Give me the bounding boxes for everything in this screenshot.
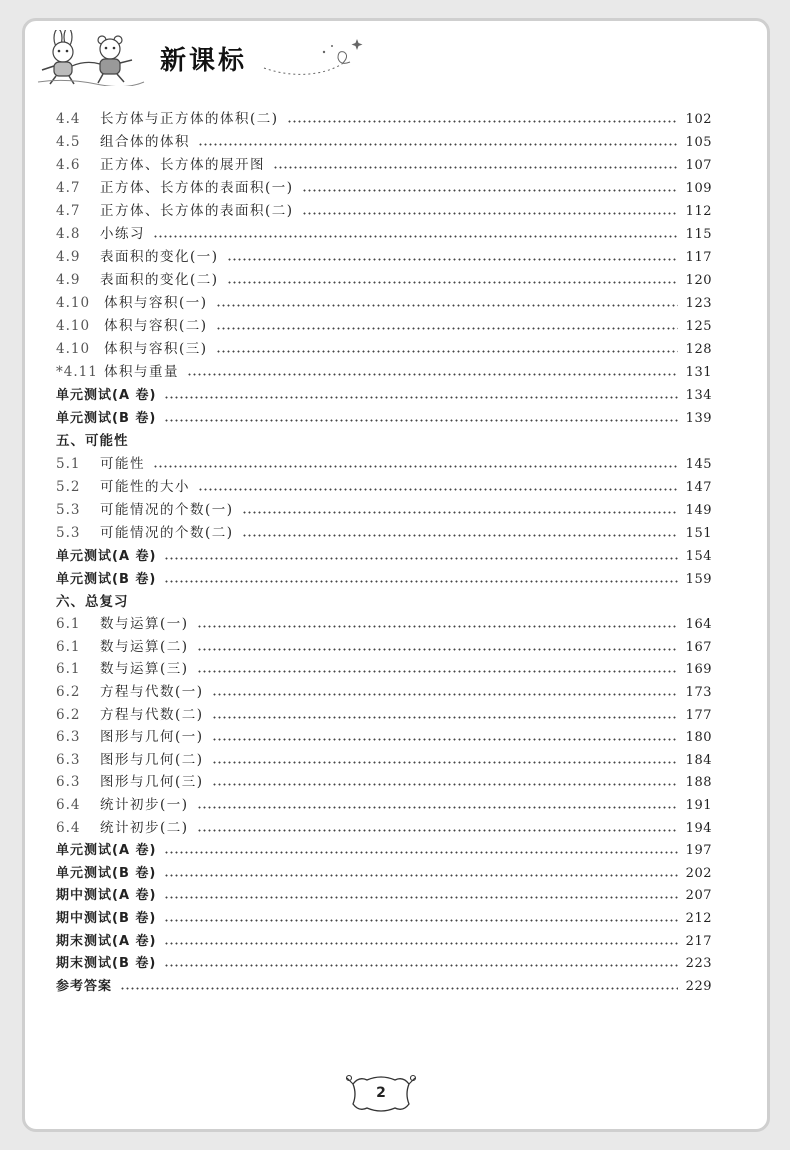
- dot-leader: [197, 806, 678, 809]
- toc-entry: [56, 858, 712, 881]
- toc-entry-page: 109: [685, 181, 712, 196]
- toc-entry-page: 145: [685, 457, 712, 472]
- toc-entry-page: 134: [685, 388, 712, 403]
- toc-entry-page: 120: [685, 273, 712, 288]
- toc-entry-title: 数与运算(三): [100, 661, 189, 678]
- toc-entry-number: 4.6: [56, 157, 81, 173]
- toc-entry: [56, 357, 712, 380]
- dot-leader: [273, 166, 678, 169]
- toc-entry-number: 4.9: [56, 272, 81, 288]
- toc-entry: [56, 813, 712, 836]
- toc-entry-page: 154: [685, 549, 712, 564]
- toc-entry-number: 4.9: [56, 249, 81, 265]
- toc-entry: [56, 881, 712, 904]
- toc-entry-page: 202: [685, 865, 712, 881]
- toc-entry-title: 期末测试(B 卷): [56, 956, 157, 972]
- toc-entry: [56, 768, 712, 791]
- dot-leader: [198, 143, 678, 146]
- toc-entry-page: 102: [685, 112, 712, 127]
- toc-entry: [56, 380, 712, 403]
- toc-section-heading: [56, 426, 712, 449]
- dot-leader: [120, 987, 678, 990]
- toc-entry: [56, 403, 712, 426]
- dot-leader: [164, 396, 677, 399]
- dot-leader: [164, 896, 677, 899]
- toc-entry: [56, 104, 712, 127]
- dot-leader: [302, 189, 678, 192]
- toc-entry-page: 112: [685, 204, 712, 219]
- toc-entry-title: 图形与几何(一): [100, 729, 204, 746]
- toc-entry-page: 167: [685, 639, 712, 655]
- toc-entry-title: 体积与容积(一): [104, 295, 208, 311]
- toc-entry-page: 115: [685, 227, 712, 242]
- toc-entry: [56, 745, 712, 768]
- toc-entry-number: 6.4: [56, 796, 81, 813]
- toc-entry-page: 188: [685, 775, 712, 791]
- toc-entry: [56, 449, 712, 472]
- toc-entry-title: 期末测试(A 卷): [56, 933, 157, 949]
- toc-entry: [56, 472, 712, 495]
- dot-leader: [216, 350, 678, 353]
- toc-entry-number: 6.2: [56, 683, 81, 700]
- toc-entry: [56, 518, 712, 541]
- toc-entry: [56, 790, 712, 813]
- toc-entry-page: 169: [685, 662, 712, 678]
- toc-entry-number: 6.3: [56, 751, 81, 768]
- toc-entry-page: 149: [685, 503, 712, 518]
- dot-leader: [153, 465, 678, 468]
- toc-entry-title: 期中测试(B 卷): [56, 910, 157, 926]
- toc-entry-title: 参考答案: [56, 978, 113, 994]
- toc-entry-page: 180: [685, 730, 712, 746]
- toc-entry-title: 正方体、长方体的展开图: [100, 157, 265, 173]
- toc-entry-title: 可能性: [100, 456, 145, 472]
- toc-entry: [56, 288, 712, 311]
- toc-entry-title: 单元测试(A 卷): [56, 388, 157, 403]
- toc-entry-title: 可能性的大小: [100, 479, 190, 495]
- toc-entry-title: 单元测试(A 卷): [56, 843, 157, 859]
- dot-leader: [197, 829, 678, 832]
- page-header: [22, 22, 770, 92]
- section-title: 六、总复习: [56, 593, 129, 610]
- toc-entry-page: 105: [685, 135, 712, 150]
- toc-entry-number: 4.10: [56, 318, 91, 334]
- toc-entry-title: 组合体的体积: [100, 134, 190, 150]
- toc-entry: [56, 265, 712, 288]
- dot-leader: [164, 419, 677, 422]
- toc-entry-title: 统计初步(一): [100, 796, 189, 813]
- toc-entry-title: 数与运算(二): [100, 638, 189, 655]
- dot-leader: [187, 373, 678, 376]
- dot-leader: [164, 874, 677, 877]
- dot-leader: [197, 625, 678, 628]
- toc-entry-page: 139: [685, 411, 712, 426]
- dot-leader: [164, 557, 677, 560]
- toc-entry-number: 5.1: [56, 456, 81, 472]
- toc-entry-number: 6.2: [56, 706, 81, 723]
- toc-entry-title: 统计初步(二): [100, 819, 189, 836]
- toc-entry-page: 194: [685, 820, 712, 836]
- toc-entry-number: 5.3: [56, 525, 81, 541]
- toc-entry-page: 217: [685, 933, 712, 949]
- section-title: 五、可能性: [56, 433, 129, 449]
- dot-leader: [227, 258, 678, 261]
- toc-entry: [56, 677, 712, 700]
- page-number: 2: [376, 1085, 386, 1101]
- toc-entry-page: 128: [685, 342, 712, 357]
- dot-leader: [212, 761, 678, 764]
- toc-entry-page: 147: [685, 480, 712, 495]
- dot-leader: [212, 693, 678, 696]
- toc-entry: [56, 311, 712, 334]
- toc-entry-title: 期中测试(A 卷): [56, 888, 157, 904]
- dot-leader: [198, 488, 678, 491]
- toc-entry: [56, 495, 712, 518]
- toc-entry-title: 表面积的变化(一): [100, 249, 219, 265]
- rabbit-bear-mascot-icon: [36, 30, 146, 86]
- toc-entry: [56, 655, 712, 678]
- dot-leader: [164, 964, 677, 967]
- toc-entry-page: 125: [685, 319, 712, 334]
- toc-entry-title: 单元测试(B 卷): [56, 572, 157, 587]
- toc-entry: [56, 196, 712, 219]
- header-title: 新课标: [160, 46, 248, 76]
- toc-entry-title: 方程与代数(一): [100, 683, 204, 700]
- dot-leader: [216, 327, 678, 330]
- toc-entry-number: 4.7: [56, 180, 81, 196]
- dotted-swirl-icon: [262, 34, 372, 84]
- toc-entry-title: 体积与重量: [104, 364, 179, 380]
- toc-entry-page: 212: [685, 910, 712, 926]
- toc-entry-page: 184: [685, 752, 712, 768]
- toc-entry-title: 小练习: [100, 226, 145, 242]
- dot-leader: [164, 851, 677, 854]
- toc-entry: [56, 610, 712, 633]
- toc-entry: [56, 219, 712, 242]
- dot-leader: [242, 511, 678, 514]
- toc-entry-number: 6.3: [56, 729, 81, 746]
- toc-entry: [56, 334, 712, 357]
- toc-entry-number: 5.3: [56, 502, 81, 518]
- toc-entry-title: 可能情况的个数(一): [100, 502, 234, 518]
- toc-entry-title: 体积与容积(三): [104, 341, 208, 357]
- toc-entry-page: 223: [685, 956, 712, 972]
- toc-entry: [56, 949, 712, 972]
- toc-entry: [56, 700, 712, 723]
- dot-leader: [164, 919, 677, 922]
- toc-entry-page: 229: [685, 978, 712, 994]
- toc-entry-number: 6.4: [56, 819, 81, 836]
- toc-entry-page: 207: [685, 888, 712, 904]
- toc-entry-title: 体积与容积(二): [104, 318, 208, 334]
- dot-leader: [197, 648, 678, 651]
- toc-entry-page: 177: [685, 707, 712, 723]
- toc-entry: [56, 541, 712, 564]
- toc-entry-number: 6.1: [56, 616, 81, 633]
- toc-entry: [56, 723, 712, 746]
- toc-entry-page: 197: [685, 843, 712, 859]
- toc-entry: [56, 632, 712, 655]
- toc-entry-page: 173: [685, 684, 712, 700]
- dot-leader: [216, 304, 678, 307]
- toc-entry-number: 4.4: [56, 111, 81, 127]
- toc-entry: [56, 173, 712, 196]
- toc-entry-title: 数与运算(一): [100, 616, 189, 633]
- dot-leader: [302, 212, 678, 215]
- toc-entry-number: 4.8: [56, 226, 81, 242]
- toc-entry-title: 单元测试(A 卷): [56, 549, 157, 564]
- toc-entry: [56, 242, 712, 265]
- toc-entry-page: 131: [685, 365, 712, 380]
- toc-entry-title: 表面积的变化(二): [100, 272, 219, 288]
- toc-entry-title: 方程与代数(二): [100, 706, 204, 723]
- toc-entry: [56, 127, 712, 150]
- dot-leader: [212, 783, 678, 786]
- toc-entry-page: 151: [685, 526, 712, 541]
- toc-entry-page: 107: [685, 158, 712, 173]
- dot-leader: [242, 534, 678, 537]
- toc-entry-page: 191: [685, 797, 712, 813]
- toc-entry-number: 6.1: [56, 638, 81, 655]
- toc-entry-number: 6.3: [56, 774, 81, 791]
- toc-entry: [56, 836, 712, 859]
- toc-entry-title: 长方体与正方体的体积(二): [100, 111, 279, 127]
- toc-entry-number: 5.2: [56, 479, 81, 495]
- toc-entry-title: 单元测试(B 卷): [56, 411, 157, 426]
- toc-entry-title: 图形与几何(三): [100, 774, 204, 791]
- toc-entry-title: 图形与几何(二): [100, 751, 204, 768]
- toc-entry-title: 单元测试(B 卷): [56, 865, 157, 881]
- toc-entry-number: *4.11: [56, 364, 98, 380]
- toc-entry-number: 4.7: [56, 203, 81, 219]
- toc-entry-page: 159: [685, 572, 712, 587]
- toc-entry-number: 4.5: [56, 134, 81, 150]
- toc-entry-page: 117: [685, 250, 712, 265]
- toc-entry-title: 可能情况的个数(二): [100, 525, 234, 541]
- toc-entry-title: 正方体、长方体的表面积(一): [100, 180, 294, 196]
- toc-section-heading: [56, 587, 712, 610]
- page-footer: [343, 1072, 419, 1116]
- toc-entry-title: 正方体、长方体的表面积(二): [100, 203, 294, 219]
- toc-entry-page: 123: [685, 296, 712, 311]
- toc-entry-number: 4.10: [56, 295, 91, 311]
- dot-leader: [153, 235, 678, 238]
- toc-entry-page: 164: [685, 617, 712, 633]
- dot-leader: [287, 120, 678, 123]
- dot-leader: [164, 580, 677, 583]
- dot-leader: [212, 738, 678, 741]
- dot-leader: [197, 670, 678, 673]
- toc-entry: [56, 971, 712, 994]
- toc-entry: [56, 150, 712, 173]
- toc-entry: [56, 903, 712, 926]
- dot-leader: [212, 716, 678, 719]
- toc-entry-number: 6.1: [56, 661, 81, 678]
- toc-entry: [56, 926, 712, 949]
- toc-entry-number: 4.10: [56, 341, 91, 357]
- toc-entry: [56, 564, 712, 587]
- table-of-contents: [56, 104, 712, 994]
- dot-leader: [227, 281, 678, 284]
- dot-leader: [164, 942, 677, 945]
